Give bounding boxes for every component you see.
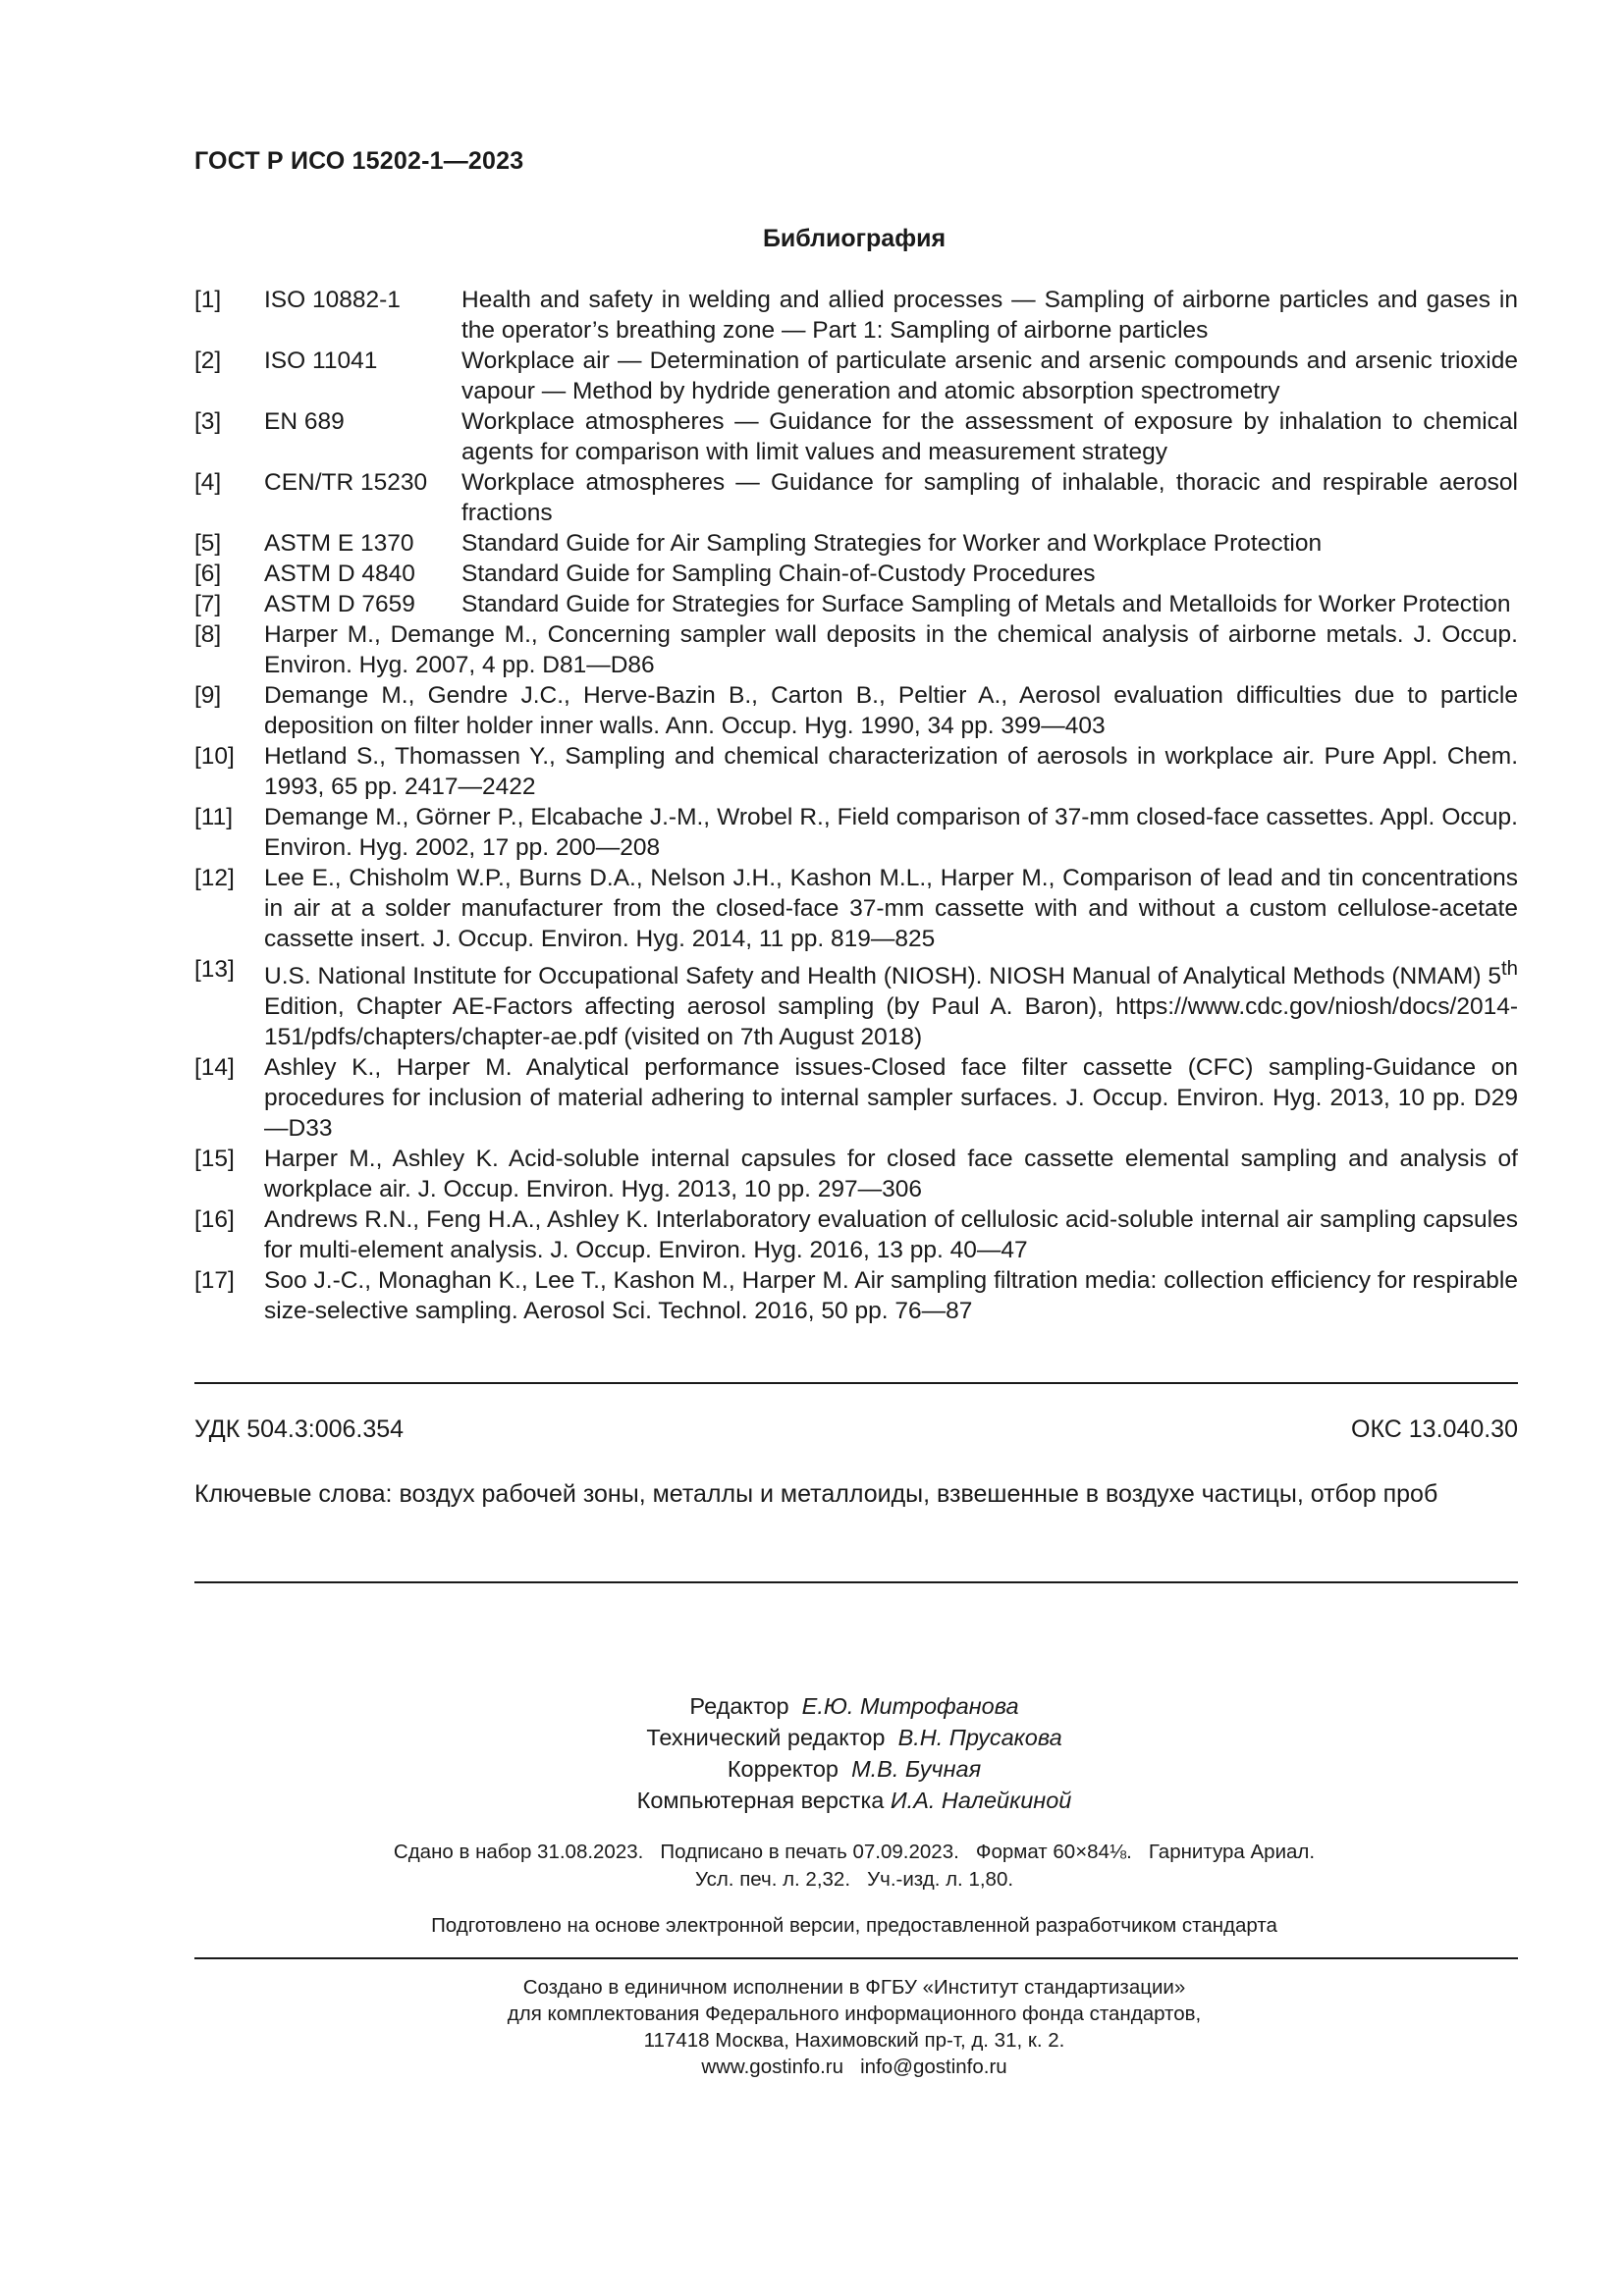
bibliography-entry <box>194 741 1518 802</box>
bibliography-entry <box>194 619 1518 680</box>
entry-code: ASTM D 7659 <box>264 591 415 617</box>
entry-text: Standard Guide for Sampling Chain-of-Custody Procedures <box>461 561 1096 587</box>
bibliography-title: Библиография <box>762 225 947 252</box>
entry-text: Harper M., Demange M., Concerning sampler wall deposits in the chemical analysis of airborne metals. J. Occup. Environ. Hyg. 2007, 4 pp. D81—D86 <box>264 621 1518 678</box>
entry-code: ASTM D 4840 <box>264 561 415 587</box>
credit-line <box>0 1690 1624 1722</box>
entry-text: Standard Guide for Air Sampling Strategies for Worker and Workplace Protection <box>461 530 1323 557</box>
entry-text: Andrews R.N., Feng H.A., Ashley K. Interlaboratory evaluation of cellulosic acid-soluble internal air sampling capsules for multi-element analysis. J. Occup. Environ. Hyg. 2016, 13 pp. 40—47 <box>264 1206 1518 1264</box>
bibliography-entry <box>194 467 1518 528</box>
divider-publisher <box>194 1957 1518 1959</box>
publisher-line: 117418 Москва, Нахимовский пр-т, д. 31, к. 2. <box>643 2029 1065 2052</box>
bibliography-entry <box>194 802 1518 863</box>
credit-role: Корректор <box>727 1756 839 1782</box>
credit-name: В.Н. Прусакова <box>897 1725 1062 1750</box>
entry-number: [4] <box>194 469 222 496</box>
credit-name: Е.Ю. Митрофанова <box>801 1693 1019 1719</box>
bibliography-entry <box>194 1144 1518 1204</box>
standard-header: ГОСТ Р ИСО 15202-1—2023 <box>194 147 524 175</box>
publication-info <box>0 1839 1624 1894</box>
entry-text: Hetland S., Thomassen Y., Sampling and chemical characterization of aerosols in workplace air. Pure Appl. Chem. 1993, 65 pp. 2417—2422 <box>264 743 1518 800</box>
entry-text-part: Edition, Chapter AE-Factors affecting aerosol sampling (by Paul A. Baron), https://www.cdc.gov/niosh/docs/2014-151/pdfs/chapters/chapter-ae.pdf (visited on 7th August 2018) <box>264 993 1518 1051</box>
entry-number: [15] <box>194 1146 235 1173</box>
ordinal-superscript: th <box>1500 958 1518 980</box>
entry-number: [16] <box>194 1206 235 1234</box>
publication-line: Сдано в набор 31.08.2023. Подписано в печать 07.09.2023. Формат 60×84⅛. Гарнитура Ариал. <box>393 1841 1316 1863</box>
entry-number: [8] <box>194 621 222 648</box>
credit-line <box>0 1753 1624 1785</box>
credit-line <box>0 1785 1624 1816</box>
entry-text: Health and safety in welding and allied processes — Sampling of airborne particles and gases in the operator’s breathing zone — Part 1: Sampling of airborne particles <box>461 287 1518 344</box>
udk-code: УДК 504.3:006.354 <box>194 1415 405 1443</box>
entry-code: ASTM E 1370 <box>264 530 414 557</box>
credit-name: И.А. Налейкиной <box>890 1788 1072 1813</box>
entry-text: Standard Guide for Strategies for Surface Sampling of Metals and Metalloids for Worker Protection <box>461 591 1511 617</box>
prepared-note: Подготовлено на основе электронной версии, предоставленной разработчиком стандарта <box>431 1914 1277 1937</box>
bibliography-entry <box>194 1265 1518 1326</box>
publisher-line: для комплектования Федерального информационного фонда стандартов, <box>507 2002 1202 2025</box>
credit-line <box>0 1722 1624 1753</box>
entry-number: [13] <box>194 956 235 983</box>
entry-number: [11] <box>194 804 234 830</box>
bibliography-entry <box>194 285 1518 346</box>
bibliography-entry <box>194 1052 1518 1144</box>
bibliography-entry <box>194 346 1518 406</box>
entry-code: ISO 10882-1 <box>264 287 401 313</box>
entry-text: Workplace atmospheres — Guidance for sampling of inhalable, thoracic and respirable aerosol fractions <box>461 469 1518 526</box>
bibliography-entry <box>194 863 1518 954</box>
credit-role: Редактор <box>689 1693 789 1719</box>
divider-top <box>194 1382 1518 1384</box>
entry-number: [2] <box>194 347 222 374</box>
publication-line: Усл. печ. л. 2,32. Уч.-изд. л. 1,80. <box>694 1868 1014 1891</box>
entry-text <box>264 954 1518 1052</box>
keywords: Ключевые слова: воздух рабочей зоны, металлы и металлоиды, взвешенные в воздухе частицы, отбор проб <box>194 1480 1438 1508</box>
credit-role: Технический редактор <box>646 1725 886 1750</box>
bibliography-entry <box>194 589 1518 619</box>
bibliography-entry <box>194 406 1518 467</box>
entry-number: [9] <box>194 682 222 709</box>
bibliography-list <box>194 285 1518 1326</box>
entry-text: Workplace air — Determination of particulate arsenic and arsenic compounds and arsenic trioxide vapour — Method by hydride generation and atomic absorption spectrometry <box>461 347 1518 404</box>
bibliography-entry <box>194 1204 1518 1265</box>
entry-number: [10] <box>194 743 235 770</box>
entry-number: [5] <box>194 530 222 557</box>
credit-role: Компьютерная верстка <box>636 1788 885 1813</box>
entry-text: Demange M., Görner P., Elcabache J.-M., Wrobel R., Field comparison of 37-mm closed-face cassettes. Appl. Occup. Environ. Hyg. 2002, 17 pp. 200—208 <box>264 804 1518 861</box>
credit-name: М.В. Бучная <box>851 1756 982 1782</box>
entry-code: CEN/TR 15230 <box>264 469 428 496</box>
entry-number: [6] <box>194 561 222 587</box>
oks-code: ОКС 13.040.30 <box>1351 1415 1518 1443</box>
entry-code: ISO 11041 <box>264 347 378 374</box>
entry-text: Soo J.-C., Monaghan K., Lee T., Kashon M., Harper M. Air sampling filtration media: collection efficiency for respirable size-selective sampling. Aerosol Sci. Technol. 2016, 50 pp. 76—87 <box>264 1267 1518 1325</box>
bibliography-entry <box>194 680 1518 741</box>
bibliography-entry <box>194 528 1518 559</box>
entry-code: EN 689 <box>264 408 345 435</box>
entry-text-part: U.S. National Institute for Occupational Safety and Health (NIOSH). NIOSH Manual of Analytical Methods (NMAM) 5 <box>264 963 1501 990</box>
publisher-contacts: www.gostinfo.ru info@gostinfo.ru <box>701 2056 1007 2078</box>
credits-block <box>0 1690 1624 1816</box>
entry-number: [7] <box>194 591 222 617</box>
entry-number: [3] <box>194 408 222 435</box>
bibliography-entry <box>194 559 1518 589</box>
bibliography-entry <box>194 954 1518 1052</box>
divider-bottom <box>194 1581 1518 1583</box>
entry-text: Harper M., Ashley K. Acid-soluble internal capsules for closed face cassette elemental sampling and analysis of workplace air. J. Occup. Environ. Hyg. 2013, 10 pp. 297—306 <box>264 1146 1518 1203</box>
entry-text: Demange M., Gendre J.C., Herve-Bazin B., Carton B., Peltier A., Aerosol evaluation difficulties due to particle deposition on filter holder inner walls. Ann. Occup. Hyg. 1990, 34 pp. 399—403 <box>264 682 1518 739</box>
entry-number: [12] <box>194 865 235 891</box>
entry-number: [17] <box>194 1267 235 1295</box>
publisher-info <box>0 1974 1624 2080</box>
entry-text: Ashley K., Harper M. Analytical performance issues-Closed face filter cassette (CFC) sampling-Guidance on procedures for inclusion of material adhering to internal sampler surfaces. J. Occup. Environ. Hyg. 2013, 10 pp. D29—D33 <box>264 1054 1518 1143</box>
entry-text: Workplace atmospheres — Guidance for the assessment of exposure by inhalation to chemical agents for comparison with limit values and measurement strategy <box>461 408 1518 465</box>
entry-number: [14] <box>194 1054 235 1082</box>
entry-number: [1] <box>194 287 222 313</box>
publisher-line: Создано в единичном исполнении в ФГБУ «Институт стандартизации» <box>522 1976 1186 1999</box>
entry-text: Lee E., Chisholm W.P., Burns D.A., Nelson J.H., Kashon M.L., Harper M., Comparison of lead and tin concentrations in air at a solder manufacturer from the closed-face 37-mm cassette with and without a custom cellulose-acetate cassette insert. J. Occup. Environ. Hyg. 2014, 11 pp. 819—825 <box>264 865 1518 952</box>
